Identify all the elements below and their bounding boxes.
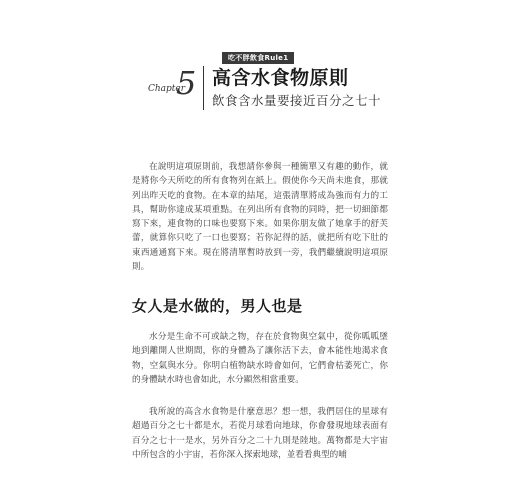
chapter-label: Chapter	[148, 84, 186, 94]
chapter-header	[0, 0, 520, 130]
header-divider	[203, 66, 204, 110]
rule-badge: 吃不胖飲食Rule1	[222, 52, 294, 64]
body-paragraph-3: 我所說的高含水食物是什麼意思？想一想，我們居住的星球有超過百分之七十都是水，若從月球看向地球，你會發現地球表面有百分之七十一是水，另外百分之二十九則是陸地。萬物都是大宇宙中所包含的小宇宙，若你深入探索地球，並看看典型的哺	[132, 407, 388, 460]
body-paragraph-2: 水分是生命不可或缺之物，存在於食物與空氣中，從你呱呱墜地到離開人世期間，你的身體為了讓你活下去，會本能性地渴求食物，空氣與水分。你明白植物缺水時會如何，它們會枯萎死亡，你的身體缺水時也會如此，水分顯然相當重要。	[132, 332, 388, 385]
body-paragraph-1: 在說明這項原則前，我想請你參與一種簡單又有趣的動作，就是將你今天所吃的所有食物列在紙上。假使你今天尚未進食，那就列出昨天吃的食物。在本章的結尾，這張清單將成為強而有力的工具，幫助你達成某項重點。在列出所有食物的同時，把一切細節都寫下來，連食物的口味也要寫下來。如果你朋友做了她拿手的舒芙蕾，就算你只吃了一口也要寫；若你記得的話，就把所有吃下肚的東西通通寫下來。現在將清單暫時放到一旁，我們繼續說明這項原則。	[132, 162, 388, 273]
section-heading: 女人是水做的，男人也是	[132, 297, 303, 315]
chapter-subtitle: 飲食含水量要接近百分之七十	[212, 93, 382, 108]
chapter-number: 5	[176, 64, 197, 102]
chapter-title: 高含水食物原則	[212, 67, 349, 89]
